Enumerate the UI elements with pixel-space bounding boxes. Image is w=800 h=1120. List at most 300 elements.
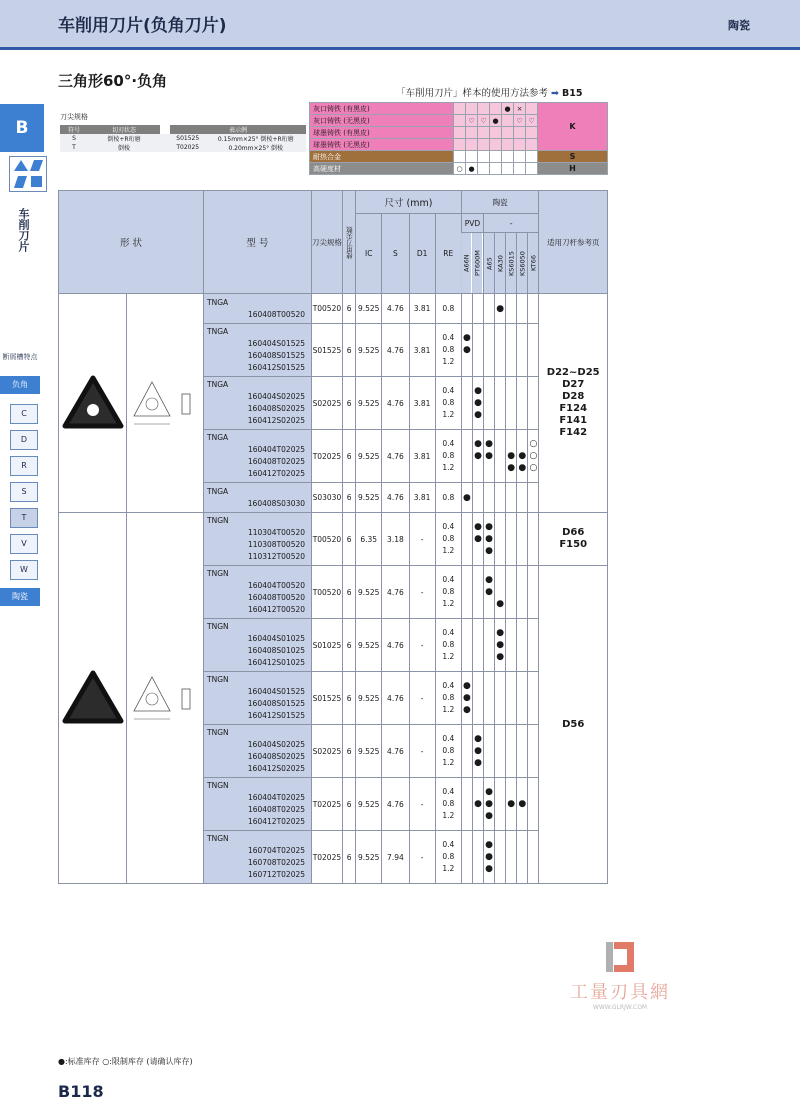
table-row[interactable] xyxy=(59,294,608,324)
model-code: 110308T00520 xyxy=(247,540,306,549)
material-mark xyxy=(466,103,478,115)
insert-drawing xyxy=(127,513,204,884)
stock-symbol xyxy=(517,574,527,586)
nav-shape-t[interactable]: T xyxy=(10,508,38,528)
nav-shape-s[interactable]: S xyxy=(10,482,38,502)
page-title: 车削用刀片(负角刀片) xyxy=(58,16,227,36)
stock-mark xyxy=(517,430,528,483)
ref-page[interactable]: D27 xyxy=(562,379,585,390)
stock-mark xyxy=(472,778,483,831)
stock-symbol: ● xyxy=(485,852,493,862)
model-code: 160408T00520 xyxy=(247,309,306,319)
stock-symbol xyxy=(506,409,516,421)
legend-cell: S xyxy=(72,135,76,142)
stock-mark xyxy=(506,672,517,725)
stock-symbol xyxy=(528,651,538,663)
stock-symbol xyxy=(473,462,483,474)
re-value: 1.2 xyxy=(442,463,455,472)
stock-symbol xyxy=(495,680,505,692)
nav-shape-c[interactable]: C xyxy=(10,404,38,424)
stock-mark xyxy=(517,483,528,513)
stock-symbol xyxy=(484,344,494,356)
stock-mark xyxy=(484,672,495,725)
re-value: 0.4 xyxy=(442,439,455,448)
header-holder-ref: 适用刀杆参考页 xyxy=(539,191,608,294)
stock-symbol: ● xyxy=(474,746,482,756)
re-value: 1.2 xyxy=(442,357,455,366)
stock-mark xyxy=(484,377,495,430)
stock-symbol xyxy=(495,733,505,745)
stock-symbol xyxy=(517,839,527,851)
stock-symbol xyxy=(506,574,516,586)
header-model: 型 号 xyxy=(204,191,312,294)
stock-mark xyxy=(472,831,483,884)
nav-ceramic[interactable]: 陶瓷 xyxy=(0,588,40,606)
stock-symbol xyxy=(506,680,516,692)
stock-symbol xyxy=(517,851,527,863)
stock-symbol: ● xyxy=(485,587,493,597)
dim-d1: - xyxy=(409,619,435,672)
model-series: TNGN xyxy=(207,781,229,790)
dim-d1: - xyxy=(409,831,435,884)
model-cell[interactable] xyxy=(204,672,312,725)
stock-symbol xyxy=(484,332,494,344)
model-cell[interactable] xyxy=(204,377,312,430)
nav-shape-w[interactable]: W xyxy=(10,560,38,580)
tip-spec: S02025 xyxy=(311,377,342,430)
stock-symbol xyxy=(506,745,516,757)
edge-count: 6 xyxy=(343,566,356,619)
model-code: 160404T02025 xyxy=(247,793,306,802)
stock-symbol xyxy=(473,839,483,851)
corner-radius xyxy=(435,725,461,778)
stock-mark xyxy=(506,725,517,778)
stock-symbol xyxy=(506,344,516,356)
ref-page[interactable]: F142 xyxy=(559,427,588,438)
re-value: 1.2 xyxy=(442,811,455,820)
re-value: 1.2 xyxy=(442,864,455,873)
corner-radius xyxy=(435,430,461,483)
stock-symbol xyxy=(484,733,494,745)
edge-count: 6 xyxy=(343,430,356,483)
stock-symbol: ● xyxy=(462,705,471,715)
model-codes xyxy=(207,686,305,722)
stock-symbol xyxy=(462,733,472,745)
stock-symbol xyxy=(506,521,516,533)
stock-symbol xyxy=(528,692,538,704)
stock-symbol xyxy=(517,586,527,598)
stock-mark xyxy=(517,672,528,725)
stock-symbol xyxy=(473,651,483,663)
corner-radius xyxy=(435,324,461,377)
model-code: 160404S01525 xyxy=(247,687,306,696)
model-cell[interactable] xyxy=(204,725,312,778)
dim-ic: 9.525 xyxy=(356,778,382,831)
stock-mark xyxy=(461,294,472,324)
stock-mark xyxy=(495,619,506,672)
model-cell[interactable] xyxy=(204,778,312,831)
stock-symbol xyxy=(517,356,527,368)
ref-page[interactable]: D56 xyxy=(562,718,585,730)
re-value: 0.8 xyxy=(442,746,455,755)
dim-s: 4.76 xyxy=(382,294,409,324)
corner-radius xyxy=(435,619,461,672)
stock-mark xyxy=(484,778,495,831)
model-cell[interactable] xyxy=(204,324,312,377)
header-ceramic: 陶瓷 xyxy=(461,191,539,214)
model-cell[interactable] xyxy=(204,831,312,884)
stock-symbol xyxy=(517,627,527,639)
stock-symbol xyxy=(473,627,483,639)
material-group-label: S xyxy=(538,151,608,163)
stock-symbol xyxy=(517,745,527,757)
stock-symbol xyxy=(473,598,483,610)
stock-mark xyxy=(484,294,495,324)
tip-spec: T02025 xyxy=(311,831,342,884)
stock-mark xyxy=(472,377,483,430)
model-code: 160408T02025 xyxy=(247,805,306,814)
stock-mark xyxy=(484,831,495,884)
stock-symbol xyxy=(462,798,472,810)
re-value: 0.8 xyxy=(442,492,455,502)
stock-symbol xyxy=(462,521,472,533)
model-code: 160412T02025 xyxy=(247,469,306,478)
stock-symbol: ● xyxy=(462,681,471,691)
re-value: 0.8 xyxy=(442,852,455,861)
model-series: TNGA xyxy=(207,486,229,496)
stock-symbol xyxy=(517,810,527,822)
stock-mark xyxy=(506,566,517,619)
stock-symbol xyxy=(506,733,516,745)
material-name: 球墨铸铁 (有黑皮) xyxy=(310,127,454,139)
re-value: 0.8 xyxy=(442,451,455,460)
stock-symbol xyxy=(517,409,527,421)
stock-symbol xyxy=(473,639,483,651)
stock-symbol xyxy=(462,757,472,769)
model-code: 160404S01025 xyxy=(247,634,306,643)
re-value: 0.8 xyxy=(442,799,455,808)
grade-header: PT600M xyxy=(472,233,483,294)
stock-mark xyxy=(495,566,506,619)
model-codes xyxy=(207,527,305,563)
stock-mark xyxy=(528,778,539,831)
model-codes xyxy=(207,338,305,374)
stock-mark xyxy=(517,294,528,324)
stock-symbol xyxy=(528,409,538,421)
stock-symbol xyxy=(528,545,538,557)
edge-count: 6 xyxy=(343,672,356,725)
model-series: TNGA xyxy=(207,297,229,307)
stock-symbol xyxy=(462,450,472,462)
insert-table xyxy=(58,190,608,884)
stock-mark xyxy=(461,672,472,725)
corner-radius xyxy=(435,831,461,884)
stock-symbol xyxy=(495,438,505,450)
model-series: TNGA xyxy=(207,433,229,442)
model-code: 110304T00520 xyxy=(247,528,306,537)
material-mark xyxy=(454,103,466,115)
usage-reference[interactable] xyxy=(396,85,583,99)
re-value: 0.8 xyxy=(442,534,455,543)
material-matrix xyxy=(309,102,608,175)
model-series: TNGN xyxy=(207,516,229,525)
stock-symbol xyxy=(506,598,516,610)
stock-symbol: ● xyxy=(474,410,482,420)
re-value: 1.2 xyxy=(442,546,455,555)
model-code: 160408S03030 xyxy=(247,498,306,508)
stock-symbol xyxy=(462,545,472,557)
corner-radius xyxy=(435,672,461,725)
material-mark xyxy=(478,163,490,175)
stock-symbol: ● xyxy=(474,398,482,408)
stock-mark xyxy=(461,778,472,831)
stock-mark xyxy=(461,324,472,377)
dim-ic: 6.35 xyxy=(356,513,382,566)
nav-shape-r[interactable]: R xyxy=(10,456,38,476)
stock-mark xyxy=(528,513,539,566)
stock-symbol: ● xyxy=(485,575,493,585)
stock-symbol xyxy=(462,863,472,875)
stock-symbol xyxy=(473,786,483,798)
model-cell[interactable] xyxy=(204,619,312,672)
stock-symbol xyxy=(473,704,483,716)
stock-symbol xyxy=(517,733,527,745)
ref-page[interactable]: F124 xyxy=(559,403,588,414)
nav-shape-d[interactable]: D xyxy=(10,430,38,450)
stock-mark xyxy=(495,513,506,566)
model-code: 160408T02025 xyxy=(247,457,306,466)
material-mark xyxy=(478,103,490,115)
stock-symbol xyxy=(517,863,527,875)
dim-d1: - xyxy=(409,778,435,831)
stock-symbol xyxy=(506,863,516,875)
stock-symbol xyxy=(495,385,505,397)
stock-symbol: ● xyxy=(507,799,516,809)
nav-negative-active[interactable]: 负角 xyxy=(0,376,40,394)
stock-mark xyxy=(517,778,528,831)
stock-symbol: ● xyxy=(474,522,482,532)
dim-d1: - xyxy=(409,513,435,566)
dim-d1: - xyxy=(409,725,435,778)
material-mark: ○ xyxy=(454,163,466,175)
holder-ref-pages[interactable] xyxy=(539,513,608,566)
material-mark xyxy=(490,139,502,151)
stock-symbol xyxy=(506,397,516,409)
stock-symbol xyxy=(517,533,527,545)
model-codes xyxy=(207,391,305,427)
material-name: 灰口铸铁 (有黑皮) xyxy=(310,103,454,115)
section-letter-tab[interactable]: B xyxy=(0,104,44,152)
dim-d1: 3.81 xyxy=(409,294,435,324)
watermark-logo-icon xyxy=(600,940,640,974)
stock-mark xyxy=(528,566,539,619)
stock-symbol xyxy=(495,839,505,851)
stock-symbol xyxy=(473,545,483,557)
stock-mark xyxy=(528,725,539,778)
stock-mark xyxy=(528,430,539,483)
model-cell[interactable] xyxy=(204,566,312,619)
stock-symbol xyxy=(495,851,505,863)
stock-symbol: ● xyxy=(474,386,482,396)
material-row xyxy=(310,103,608,115)
material-name: 灰口铸铁 (无黑皮) xyxy=(310,115,454,127)
stock-symbol xyxy=(528,680,538,692)
re-value: 0.4 xyxy=(442,628,455,637)
model-cell[interactable] xyxy=(204,430,312,483)
legend-title: 刀尖规格 xyxy=(60,113,88,121)
stock-symbol xyxy=(528,704,538,716)
model-code: 160404S02025 xyxy=(247,392,306,401)
insert-drawing xyxy=(127,294,204,513)
model-cell[interactable] xyxy=(204,483,312,513)
dim-s: 4.76 xyxy=(382,672,409,725)
stock-mark xyxy=(495,725,506,778)
dim-s: 4.76 xyxy=(382,483,409,513)
stock-symbol xyxy=(462,438,472,450)
ref-page[interactable]: D28 xyxy=(562,391,585,402)
stock-mark xyxy=(484,324,495,377)
stock-mark xyxy=(461,483,472,513)
legend-cell: 0.20mm×25° 倒棱 xyxy=(228,145,284,152)
nav-chipbreaker[interactable]: 断屑槽特点 xyxy=(2,353,38,361)
model-codes xyxy=(207,845,305,881)
model-code: 160408S02025 xyxy=(247,752,306,761)
tip-spec: S01525 xyxy=(311,324,342,377)
material-mark: × xyxy=(514,103,526,115)
material-row xyxy=(310,151,608,163)
material-mark: ● xyxy=(466,163,478,175)
stock-symbol xyxy=(484,692,494,704)
stock-mark xyxy=(506,619,517,672)
model-cell[interactable] xyxy=(204,294,312,324)
material-name: 耐热合金 xyxy=(310,151,454,163)
stock-mark xyxy=(472,483,483,513)
stock-symbol xyxy=(484,356,494,368)
holder-ref-pages[interactable] xyxy=(539,566,608,884)
stock-symbol xyxy=(495,533,505,545)
stock-symbol xyxy=(528,639,538,651)
stock-symbol xyxy=(506,627,516,639)
material-mark xyxy=(514,163,526,175)
tip-spec: T00520 xyxy=(311,513,342,566)
stock-symbol xyxy=(495,574,505,586)
stock-symbol: ● xyxy=(496,599,505,609)
model-code: 160408S02025 xyxy=(247,404,306,413)
reference-page[interactable]: B15 xyxy=(562,88,583,99)
stock-symbol xyxy=(484,627,494,639)
stock-symbol xyxy=(462,409,472,421)
stock-mark xyxy=(461,566,472,619)
stock-mark xyxy=(484,566,495,619)
stock-symbol: ● xyxy=(462,333,471,343)
stock-symbol xyxy=(495,545,505,557)
re-value: 0.8 xyxy=(442,303,455,313)
stock-symbol xyxy=(484,598,494,610)
legend-header: 切刃状态 xyxy=(88,125,160,134)
model-code: 110312T00520 xyxy=(247,552,306,561)
holder-ref-pages[interactable] xyxy=(539,294,608,513)
stock-symbol xyxy=(462,810,472,822)
stock-symbol xyxy=(528,385,538,397)
legend-header: 表示例 xyxy=(170,125,306,134)
stock-symbol xyxy=(484,385,494,397)
dim-d1: 3.81 xyxy=(409,430,435,483)
stock-symbol xyxy=(506,385,516,397)
stock-symbol xyxy=(517,344,527,356)
re-value: 0.4 xyxy=(442,787,455,796)
stock-symbol xyxy=(517,545,527,557)
stock-symbol xyxy=(462,533,472,545)
stock-symbol xyxy=(528,798,538,810)
model-codes xyxy=(207,739,305,775)
dim-d1: 3.81 xyxy=(409,324,435,377)
stock-symbol xyxy=(517,332,527,344)
category-label: 陶瓷 xyxy=(728,19,750,32)
tip-spec: S03030 xyxy=(311,483,342,513)
page-number: B118 xyxy=(58,1082,104,1101)
dim-ic: 9.525 xyxy=(356,430,382,483)
dim-ic: 9.525 xyxy=(356,324,382,377)
material-mark xyxy=(490,103,502,115)
tip-spec: T02025 xyxy=(311,778,342,831)
stock-mark xyxy=(472,725,483,778)
model-cell[interactable] xyxy=(204,513,312,566)
ref-page[interactable]: F141 xyxy=(559,415,588,426)
stock-symbol xyxy=(473,586,483,598)
stock-symbol: ● xyxy=(485,811,493,821)
stock-symbol xyxy=(484,462,494,474)
ref-page[interactable]: D66 xyxy=(562,527,585,538)
stock-symbol: ● xyxy=(485,840,493,850)
model-series: TNGN xyxy=(207,728,229,737)
stock-mark xyxy=(495,483,506,513)
nav-shape-v[interactable]: V xyxy=(10,534,38,554)
insert-photo xyxy=(59,513,127,884)
stock-symbol xyxy=(462,839,472,851)
stock-symbol xyxy=(473,810,483,822)
stock-symbol xyxy=(495,397,505,409)
stock-mark xyxy=(472,324,483,377)
stock-symbol: ● xyxy=(518,451,527,461)
re-value: 1.2 xyxy=(442,599,455,608)
ref-page[interactable]: F150 xyxy=(559,539,588,550)
dim-ic: 9.525 xyxy=(356,725,382,778)
material-mark xyxy=(502,115,514,127)
re-value: 0.4 xyxy=(442,734,455,743)
stock-symbol xyxy=(473,851,483,863)
table-row[interactable] xyxy=(59,513,608,566)
stock-symbol xyxy=(506,586,516,598)
stock-symbol xyxy=(484,409,494,421)
stock-symbol: ● xyxy=(485,451,493,461)
model-series: TNGN xyxy=(207,569,229,578)
stock-symbol xyxy=(517,397,527,409)
stock-symbol xyxy=(517,704,527,716)
re-value: 0.8 xyxy=(442,345,455,354)
stock-symbol xyxy=(517,651,527,663)
stock-symbol: ● xyxy=(485,439,493,449)
stock-symbol xyxy=(517,692,527,704)
stock-symbol xyxy=(484,745,494,757)
stock-symbol xyxy=(528,810,538,822)
model-code: 160712T02025 xyxy=(247,870,306,879)
ref-page[interactable]: D22~D25 xyxy=(546,367,600,378)
stock-symbol: ● xyxy=(474,439,482,449)
material-mark xyxy=(466,139,478,151)
model-codes xyxy=(207,580,305,616)
stock-mark xyxy=(472,294,483,324)
stock-mark xyxy=(461,513,472,566)
